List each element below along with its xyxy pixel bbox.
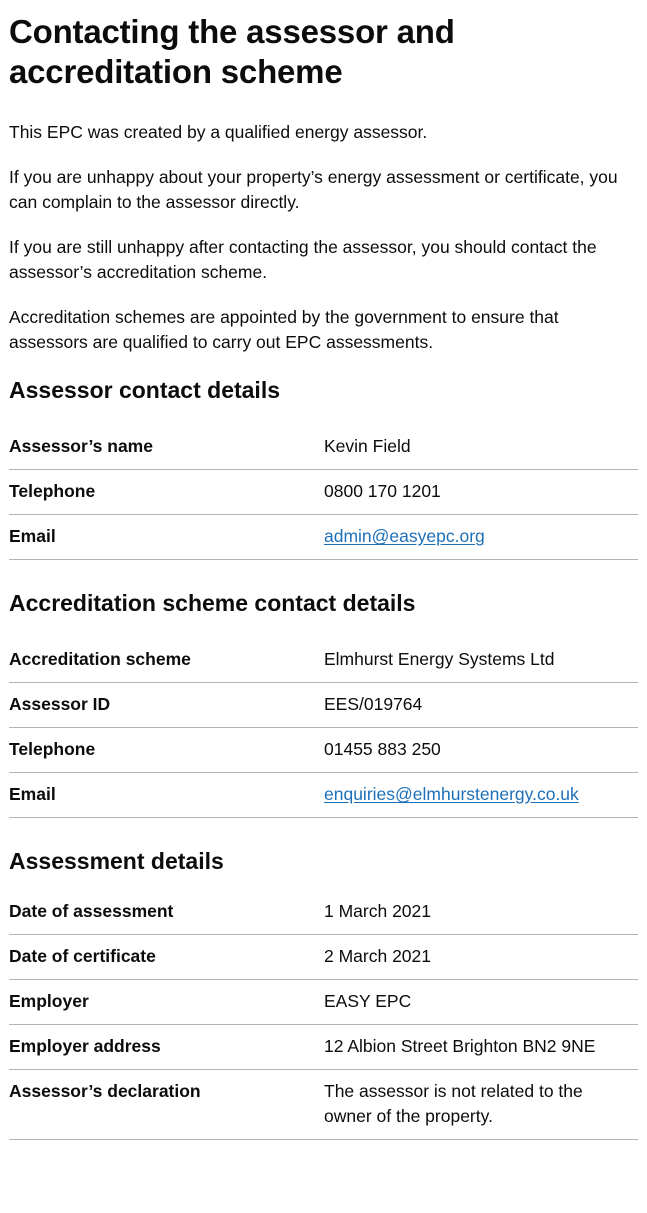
- summary-row: [9, 1070, 638, 1140]
- row-key: Email: [9, 784, 56, 804]
- assessment-details-heading: Assessment details: [9, 848, 224, 874]
- row-key: Telephone: [9, 739, 96, 759]
- page-title: Contacting the assessor and accreditation scheme: [9, 13, 455, 90]
- row-key: Telephone: [9, 481, 96, 501]
- summary-row: [9, 935, 638, 980]
- summary-row: [9, 980, 638, 1025]
- summary-row: [9, 890, 638, 935]
- row-key: Assessor ID: [9, 694, 111, 714]
- scheme-contact-heading: Accreditation scheme contact details: [9, 590, 416, 616]
- summary-row: [9, 728, 638, 773]
- row-key: Assessor’s declaration: [9, 1081, 201, 1101]
- intro-paragraph: This EPC was created by a qualified energy assessor.: [9, 122, 428, 142]
- row-key: Assessor’s name: [9, 436, 153, 456]
- scheme-name-value: Elmhurst Energy Systems Ltd: [324, 649, 555, 669]
- row-key: Employer: [9, 991, 89, 1011]
- date-of-assessment-value: 1 March 2021: [324, 901, 432, 921]
- summary-row: [9, 773, 638, 818]
- scheme-contact-list: [9, 638, 638, 818]
- row-key: Email: [9, 526, 56, 546]
- assessment-details-list: [9, 890, 638, 1140]
- summary-row: [9, 470, 638, 515]
- intro-paragraph: Accreditation schemes are appointed by the government to ensure that assessors are qualified to carry out EPC assessments.: [9, 307, 559, 352]
- row-key: Accreditation scheme: [9, 649, 191, 669]
- summary-row: [9, 425, 638, 470]
- summary-row: [9, 1025, 638, 1070]
- assessor-id-value: EES/019764: [324, 694, 423, 714]
- intro-paragraph: If you are unhappy about your property’s energy assessment or certificate, you can complain to the assessor directly.: [9, 167, 618, 212]
- assessor-email-cell: [324, 524, 638, 549]
- employer-value: EASY EPC: [324, 991, 412, 1011]
- summary-row: [9, 515, 638, 560]
- assessor-contact-heading: Assessor contact details: [9, 377, 281, 403]
- intro-paragraph: If you are still unhappy after contacting the assessor, you should contact the assessor’s accreditation scheme.: [9, 237, 597, 282]
- scheme-email-cell: [324, 782, 638, 807]
- scheme-email-link[interactable]: enquiries@elmhurstenergy.co.uk: [324, 784, 579, 804]
- scheme-telephone-value: 01455 883 250: [324, 739, 441, 759]
- row-key: Date of certificate: [9, 946, 156, 966]
- assessor-telephone-value: 0800 170 1201: [324, 481, 441, 501]
- assessor-name-value: Kevin Field: [324, 436, 411, 456]
- row-key: Date of assessment: [9, 901, 174, 921]
- row-key: Employer address: [9, 1036, 161, 1056]
- summary-row: [9, 683, 638, 728]
- summary-row: [9, 638, 638, 683]
- assessor-email-link[interactable]: admin@easyepc.org: [324, 526, 485, 546]
- assessor-contact-list: [9, 425, 638, 560]
- assessor-declaration-value: The assessor is not related to the owner of the property.: [324, 1081, 583, 1126]
- date-of-certificate-value: 2 March 2021: [324, 946, 432, 966]
- employer-address-value: 12 Albion Street Brighton BN2 9NE: [324, 1036, 596, 1056]
